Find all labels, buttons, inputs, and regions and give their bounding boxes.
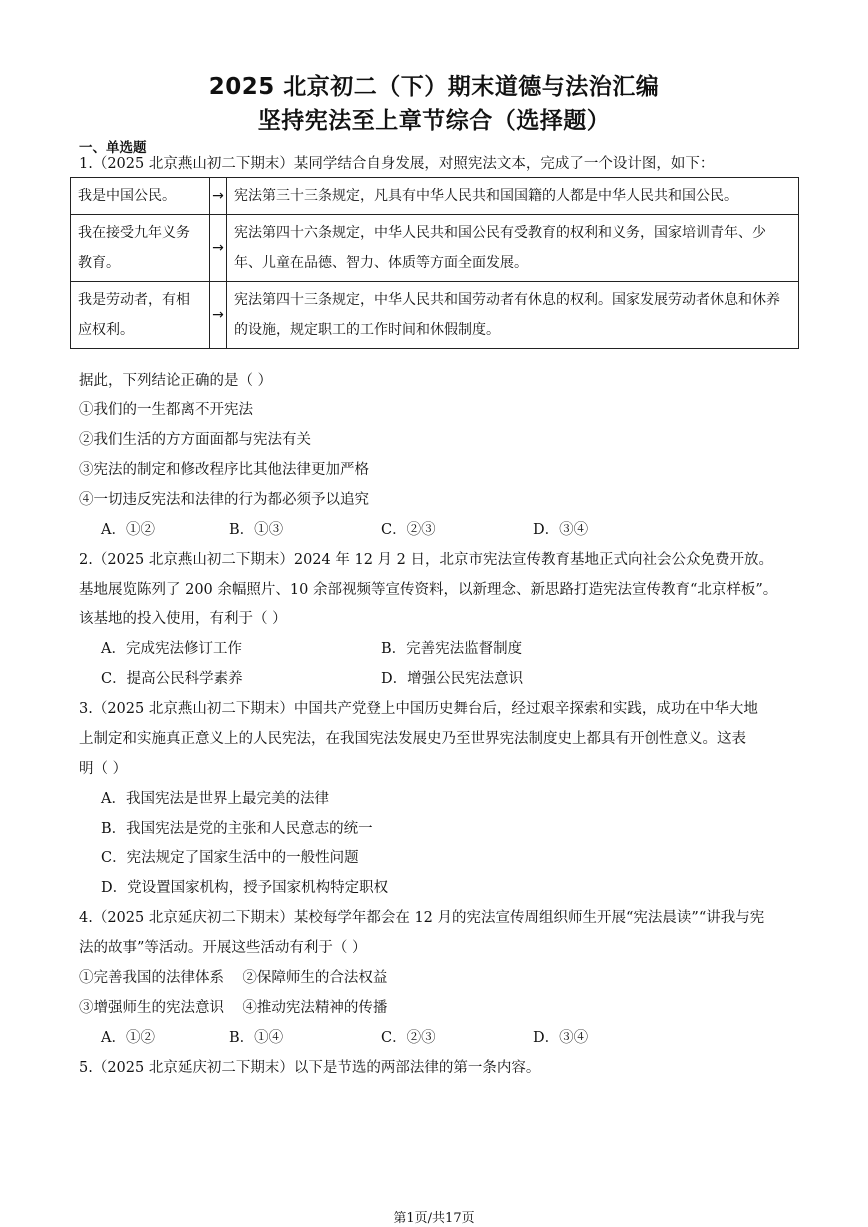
q1-ask: 据此，下列结论正确的是（ ） [79,373,273,389]
q3-line: 3.（2025 北京燕山初二下期末）中国共产党登上中国历史舞台后，经过艰辛探索和实践，成功在中华大地 [79,701,758,717]
q1-item: ③宪法的制定和修改程序比其他法律更加严格 [79,462,369,478]
q4-option-d[interactable]: D．③④ [533,1030,589,1046]
q3-line: 上制定和实施真正意义上的人民宪法，在我国宪法发展史乃至世界宪法制度史上都具有开创性意义。这表 [79,731,746,747]
q2-line: 2.（2025 北京燕山初二下期末）2024 年 12 月 2 日，北京市宪法宣传教育基地正式向社会公众免费开放。 [79,552,773,568]
q4-option-a[interactable]: A．①② [101,1030,155,1046]
q2-option-c[interactable]: C．提高公民科学素养 [101,671,243,687]
q2-line: 基地展览陈列了 200 余幅照片、10 余部视频等宣传资料，以新理念、新思路打造宪法宣传教育“北京样板”。 [79,582,778,598]
q4-option-b[interactable]: B．①④ [229,1030,284,1046]
page-number: 第1页/共17页 [393,1211,475,1226]
q3-option-b[interactable]: B．我国宪法是党的主张和人民意志的统一 [101,821,373,837]
table-cell-left: 我在接受九年义务教育。 [71,215,210,282]
q1-item: ④一切违反宪法和法律的行为都必须予以追究 [79,492,369,508]
q1-option-b[interactable]: B．①③ [229,522,284,538]
q2-option-a[interactable]: A．完成宪法修订工作 [101,641,242,657]
table-cell-right: 宪法第四十六条规定，中华人民共和国公民有受教育的权利和义务，国家培训青年、少年、儿童在品德、智力、体质等方面全面发展。 [227,215,799,282]
table-cell-right: 宪法第四十三条规定，中华人民共和国劳动者有休息的权利。国家发展劳动者休息和休养的设施，规定职工的工作时间和休假制度。 [227,282,799,349]
arrow-icon: → [210,215,227,282]
q3-option-a[interactable]: A．我国宪法是世界上最完美的法律 [101,791,329,807]
q1-option-d[interactable]: D．③④ [533,522,589,538]
arrow-icon: → [210,178,227,215]
q2-line: 该基地的投入使用，有利于（ ） [79,611,287,627]
q1-option-a[interactable]: A．①② [101,522,155,538]
table-row [71,215,799,282]
q1-item: ②我们生活的方方面面都与宪法有关 [79,432,311,448]
table-row [71,178,799,215]
q1-option-c[interactable]: C．②③ [381,522,436,538]
q3-option-c[interactable]: C．宪法规定了国家生活中的一般性问题 [101,850,359,866]
q1-design-table [70,177,799,349]
section-heading: 一、单选题 [79,140,147,156]
table-cell-right: 宪法第三十三条规定，凡具有中华人民共和国国籍的人都是中华人民共和国公民。 [227,178,799,215]
q4-items-row: ①完善我国的法律体系 ②保障师生的合法权益 [79,970,388,986]
q5-line: 5.（2025 北京延庆初二下期末）以下是节选的两部法律的第一条内容。 [79,1060,541,1076]
q4-option-c[interactable]: C．②③ [381,1030,436,1046]
table-cell-left: 我是中国公民。 [71,178,210,215]
q1-item: ①我们的一生都离不开宪法 [79,402,253,418]
q3-line: 明（ ） [79,761,128,777]
q4-line: 4.（2025 北京延庆初二下期末）某校每学年都会在 12 月的宪法宣传周组织师生开展“宪法晨读”“讲我与宪 [79,910,765,926]
q4-line: 法的故事”等活动。开展这些活动有利于（ ） [79,940,367,956]
q1-stem: 1.（2025 北京燕山初二下期末）某同学结合自身发展，对照宪法文本，完成了一个设计图，如下： [79,156,715,172]
arrow-icon: → [210,282,227,349]
q4-items-row: ③增强师生的宪法意识 ④推动宪法精神的传播 [79,1000,388,1016]
q2-option-b[interactable]: B．完善宪法监督制度 [381,641,523,657]
q3-option-d[interactable]: D．党设置国家机构，授予国家机构特定职权 [101,880,389,896]
document-subtitle: 坚持宪法至上章节综合（选择题） [257,108,611,134]
table-cell-left: 我是劳动者，有相应权利。 [71,282,210,349]
table-row [71,282,799,349]
document-title: 2025 北京初二（下）期末道德与法治汇编 [208,74,660,100]
q2-option-d[interactable]: D．增强公民宪法意识 [381,671,524,687]
